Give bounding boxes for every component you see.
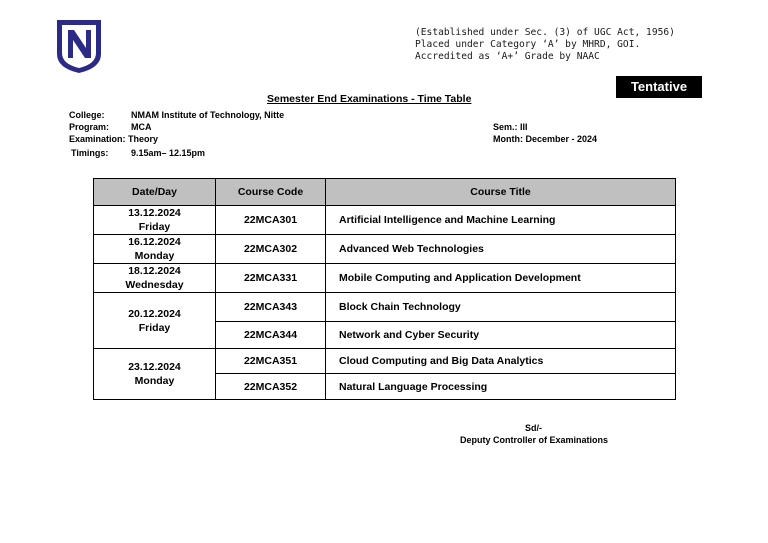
signature-sd: Sd/- <box>525 423 542 433</box>
date-cell <box>94 235 216 264</box>
exam-date: 16.12.2024 <box>128 236 181 248</box>
exam-date: 18.12.2024 <box>128 265 181 277</box>
institute-logo-icon <box>55 18 103 74</box>
course-title: Block Chain Technology <box>326 293 676 322</box>
course-code: 22MCA343 <box>216 293 326 322</box>
exam-day: Wednesday <box>125 279 184 291</box>
program-value: MCA <box>131 122 152 132</box>
date-cell <box>94 206 216 235</box>
exam-date: 20.12.2024 <box>128 307 181 320</box>
header-course-title: Course Title <box>326 179 676 206</box>
timings-label: Timings: <box>71 148 109 158</box>
college-label: College: <box>69 110 105 120</box>
info-line-accreditation: Accredited as ‘A+’ Grade by NAAC <box>415 51 600 62</box>
timings-value: 9.15am– 12.15pm <box>131 148 206 158</box>
course-title: Natural Language Processing <box>326 374 676 400</box>
institution-info <box>415 27 675 63</box>
timetable <box>93 178 676 400</box>
exam-day: Monday <box>134 375 175 387</box>
table-row <box>94 349 676 374</box>
date-cell <box>94 264 216 293</box>
college-value: NMAM Institute of Technology, Nitte <box>131 110 285 120</box>
meta-college <box>69 110 284 120</box>
document-title: Semester End Examinations - Time Table <box>267 93 472 105</box>
exam-date: 23.12.2024 <box>128 361 181 373</box>
month-label: Month: <box>493 134 523 144</box>
program-label: Program: <box>69 122 110 132</box>
course-title: Cloud Computing and Big Data Analytics <box>326 349 676 374</box>
header-course-code: Course Code <box>216 179 326 206</box>
header-date-day: Date/Day <box>94 179 216 206</box>
meta-sem <box>493 122 528 132</box>
sem-label: Sem.: <box>493 122 518 132</box>
course-code: 22MCA351 <box>216 349 326 374</box>
course-title: Artificial Intelligence and Machine Learning <box>326 206 676 235</box>
date-cell <box>94 293 216 349</box>
exam-day: Monday <box>134 250 175 262</box>
course-code: 22MCA302 <box>216 235 326 264</box>
sem-value: III <box>520 122 528 132</box>
table-row <box>94 235 676 264</box>
info-line-established: (Established under Sec. (3) of UGC Act, 1956) <box>415 27 675 38</box>
date-cell <box>94 349 216 400</box>
course-code: 22MCA352 <box>216 374 326 400</box>
table-row <box>94 293 676 322</box>
course-title: Advanced Web Technologies <box>326 235 676 264</box>
course-code: 22MCA301 <box>216 206 326 235</box>
meta-timings <box>71 148 205 158</box>
exam-date: 13.12.2024 <box>128 207 181 219</box>
table-header-row <box>94 179 676 206</box>
meta-month <box>493 134 597 144</box>
examination-value: Theory <box>128 134 159 144</box>
meta-program <box>69 122 152 132</box>
month-value: December - 2024 <box>525 134 598 144</box>
info-line-category: Placed under Category ‘A’ by MHRD, GOI. <box>415 39 641 50</box>
course-code: 22MCA331 <box>216 264 326 293</box>
table-row <box>94 206 676 235</box>
examination-label: Examination: <box>69 134 126 144</box>
exam-day: Friday <box>138 221 171 233</box>
tentative-badge: Tentative <box>616 76 702 98</box>
meta-examination <box>69 134 158 144</box>
course-title: Mobile Computing and Application Development <box>326 264 676 293</box>
exam-day: Friday <box>138 321 171 334</box>
signature-designation: Deputy Controller of Examinations <box>460 435 609 445</box>
course-code: 22MCA344 <box>216 322 326 349</box>
table-row <box>94 264 676 293</box>
course-title: Network and Cyber Security <box>326 322 676 349</box>
